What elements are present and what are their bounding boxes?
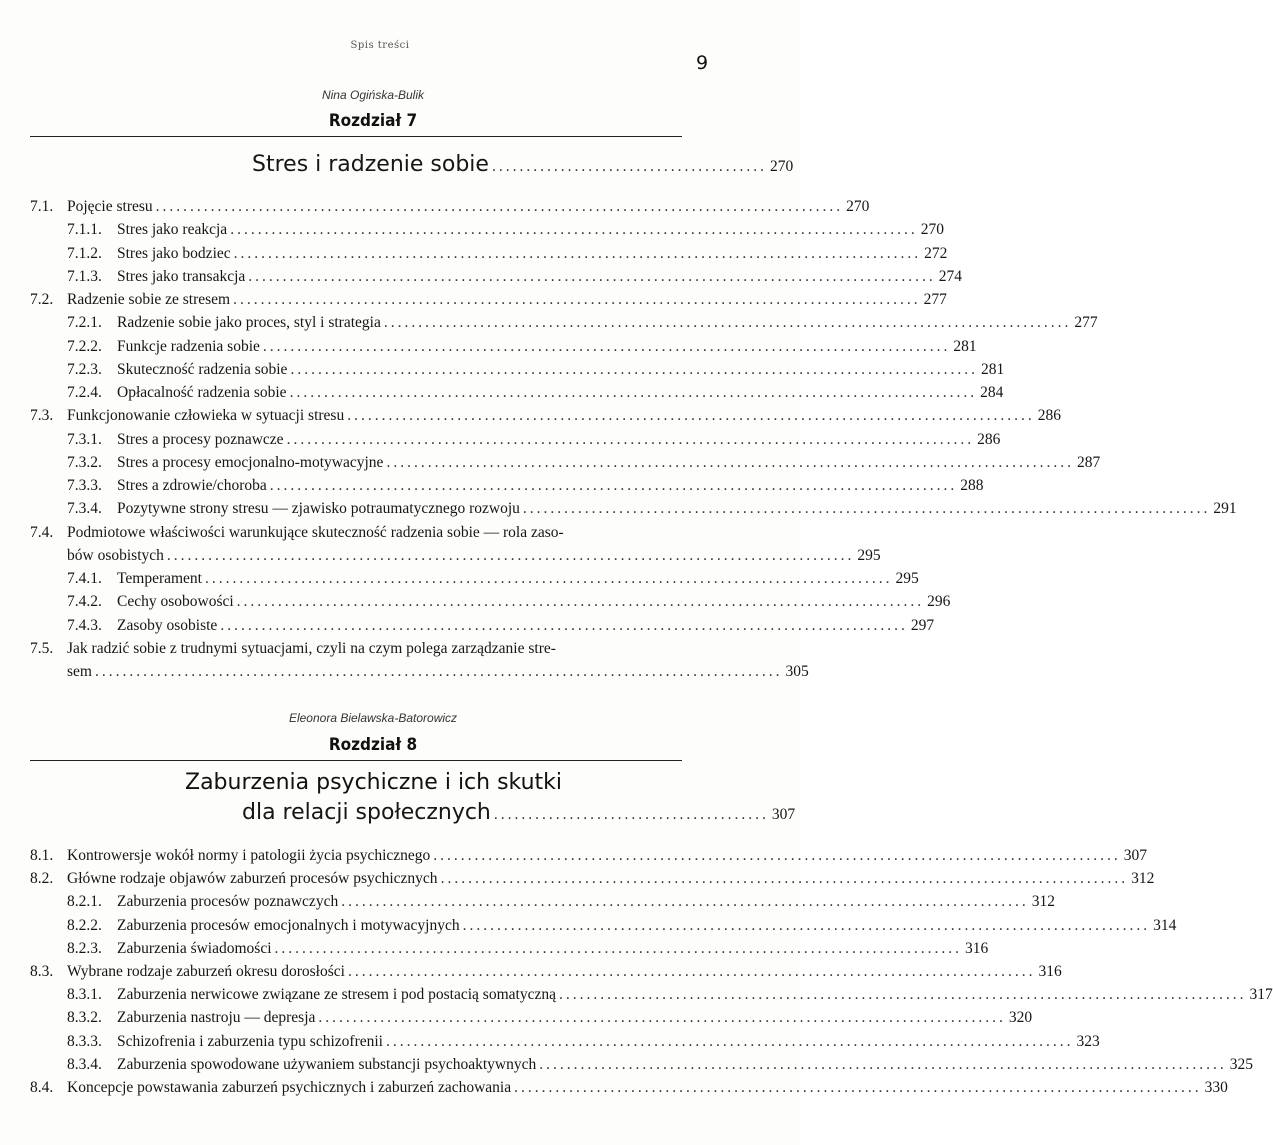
toc-entry[interactable] — [30, 963, 1062, 985]
toc-entry[interactable] — [30, 593, 951, 615]
toc-entry-number: 7.2.1. — [67, 314, 102, 332]
toc-entry-page: 295 — [895, 570, 919, 587]
toc-entry[interactable] — [30, 893, 1055, 915]
toc-entry[interactable] — [30, 986, 1273, 1008]
chapter-7-label: Rozdział 7 — [328, 111, 418, 131]
toc-entry-page: 295 — [857, 546, 881, 564]
toc-entry-page: 317 — [1249, 986, 1273, 1004]
toc-entry-page: 284 — [980, 384, 1004, 401]
toc-entry-number: 7.3.3. — [67, 477, 102, 494]
toc-entry-page: 296 — [927, 593, 951, 611]
toc-entry-title: Opłacalność radzenia sobie — [117, 384, 287, 401]
chapter-7-rule — [30, 136, 682, 137]
toc-entry[interactable] — [30, 360, 1005, 383]
toc-entry-title: bów osobistych — [67, 546, 164, 564]
toc-entry[interactable] — [30, 314, 1098, 336]
toc-entry[interactable] — [30, 1009, 1033, 1031]
leader-dots: .................................................................................................... — [433, 847, 1121, 864]
leader-dots: .................................................................................................... — [522, 500, 1211, 518]
toc-entry-title: Zasoby osobiste — [117, 616, 218, 634]
leader-dots: .................................................................................................... — [539, 1055, 1227, 1073]
toc-entry-page: 316 — [965, 939, 989, 957]
toc-entry-title: Główne rodzaje objawów zaburzeń procesów psychicznych — [67, 870, 438, 888]
leader-dots: .................................................................................................... — [462, 916, 1151, 934]
chapter-7-title: Stres i radzenie sobie — [252, 152, 489, 177]
toc-entry-title: Stres jako bodziec — [117, 244, 231, 262]
toc-entry[interactable] — [30, 640, 714, 662]
toc-entry-page: 307 — [1123, 847, 1148, 864]
toc-entry-page: 286 — [1037, 407, 1061, 425]
toc-entry[interactable] — [30, 870, 1155, 892]
toc-entry-title: Pojęcie stresu — [67, 198, 153, 215]
toc-entry-number: 7.4.1. — [67, 570, 102, 587]
toc-entry-page: 291 — [1213, 500, 1237, 518]
toc-entry-number: 7.5. — [30, 639, 54, 657]
toc-entry-page: 286 — [977, 430, 1001, 448]
toc-entry[interactable] — [30, 1079, 1228, 1101]
toc-entry-title: Stres jako transakcja — [117, 267, 246, 285]
toc-entry[interactable] — [30, 244, 948, 267]
toc-entry-number: 8.1. — [30, 847, 54, 864]
toc-entry[interactable] — [30, 430, 1001, 453]
toc-entry[interactable] — [30, 663, 809, 685]
toc-entry-number: 8.3. — [30, 963, 54, 980]
page-number: 9 — [696, 52, 709, 74]
chapter-7-title-page: 270 — [769, 158, 794, 175]
toc-entry-page: 297 — [910, 616, 935, 634]
toc-entry-page: 316 — [1038, 963, 1062, 980]
toc-entry[interactable] — [30, 337, 977, 360]
toc-entry[interactable] — [30, 453, 1101, 476]
chapter-8-title-line1: Zaburzenia psychiczne i ich skutki — [185, 770, 563, 795]
toc-entry-number: 7.4. — [30, 523, 54, 541]
leader-dots: .................................................................................................... — [514, 1079, 1202, 1096]
toc-entry-number: 7.3. — [30, 407, 54, 425]
toc-entry-number: 7.2.2. — [67, 337, 102, 355]
toc-entry-title: Zaburzenia spowodowane używaniem substancji psychoaktywnych — [117, 1055, 537, 1073]
leader-dots: .................................................................................................... — [230, 221, 918, 239]
toc-entry-number: 8.3.1. — [67, 986, 102, 1004]
toc-entry-number: 7.1. — [30, 198, 54, 215]
toc-entry-title: Temperament — [117, 570, 202, 587]
leader-dots: .................................................................................................... — [233, 291, 921, 308]
toc-entry[interactable] — [30, 221, 944, 243]
toc-entry-page: 274 — [938, 267, 963, 285]
toc-entry-number: 7.2.4. — [67, 384, 102, 401]
leader-dots: .................................................................................................... — [286, 430, 975, 448]
chapter-8-title-row[interactable] — [242, 800, 796, 830]
leader-dots: .................................................................................................... — [233, 244, 922, 262]
leader-dots: .................................................................................................... — [290, 360, 978, 378]
leader-dots: .................................................................................................... — [385, 1032, 1074, 1050]
chapter-7-author: Nina Ogińska-Bulik — [321, 88, 425, 102]
toc-entry[interactable] — [30, 847, 1148, 869]
toc-entry[interactable] — [30, 291, 947, 313]
toc-entry-title: Zaburzenia nerwicowe związane ze stresem i pod postacią somatyczną — [117, 986, 556, 1004]
toc-entry-page: 312 — [1131, 870, 1155, 888]
toc-entry-title: Radzenie sobie jako proces, styl i strategia — [117, 314, 381, 332]
leader-dots: .................................................................................................... — [155, 198, 844, 215]
toc-entry-number: 7.3.1. — [67, 430, 102, 448]
toc-entry-number: 8.3.3. — [67, 1032, 102, 1050]
toc-entry[interactable] — [30, 407, 1061, 429]
toc-entry[interactable] — [30, 546, 881, 569]
toc-entry-page: 270 — [920, 221, 944, 239]
toc-entry-number: 7.1.1. — [67, 221, 102, 239]
leader-dots: ........................................ — [493, 806, 769, 823]
toc-entry-number: 7.4.3. — [67, 616, 102, 634]
toc-entry[interactable] — [30, 500, 1237, 522]
toc-entry[interactable] — [30, 1055, 1253, 1078]
toc-entry[interactable] — [30, 939, 989, 962]
toc-entry-number: 7.3.2. — [67, 453, 102, 471]
toc-entry-page: 320 — [1008, 1009, 1033, 1027]
toc-entry-title: Podmiotowe właściwości warunkujące skuteczność radzenia sobie — rola zaso- — [67, 523, 564, 541]
toc-entry-title: Skuteczność radzenia sobie — [117, 360, 288, 378]
toc-entry[interactable] — [30, 267, 963, 290]
toc-entry[interactable] — [30, 524, 714, 546]
running-header: Spis treści — [350, 40, 410, 51]
toc-entry-title: Radzenie sobie ze stresem — [67, 291, 231, 308]
toc-entry-number: 7.1.3. — [67, 267, 102, 285]
toc-entry-page: 287 — [1076, 453, 1101, 471]
toc-entry[interactable] — [30, 198, 870, 220]
toc-entry-title: Stres a zdrowie/choroba — [117, 477, 267, 494]
leader-dots: .................................................................................................... — [341, 893, 1029, 911]
toc-entry-title: Cechy osobowości — [117, 593, 234, 611]
toc-entry[interactable] — [30, 384, 1004, 406]
toc-entry-title: Wybrane rodzaje zaburzeń okresu dorosłości — [67, 963, 345, 980]
leader-dots: .................................................................................................... — [386, 453, 1074, 471]
toc-entry-page: 305 — [785, 663, 809, 680]
leader-dots: .................................................................................................... — [289, 384, 978, 401]
toc-entry-title: sem — [67, 663, 92, 680]
toc-entry-number: 7.3.4. — [67, 500, 102, 518]
toc-entry-number: 8.2.1. — [67, 893, 102, 911]
leader-dots: .................................................................................................... — [440, 870, 1129, 888]
leader-dots: .................................................................................................... — [166, 546, 855, 564]
toc-entry-page: 272 — [924, 244, 948, 262]
leader-dots: .................................................................................................... — [269, 477, 958, 494]
toc-entry-number: 8.4. — [30, 1079, 54, 1096]
toc-entry[interactable] — [30, 570, 919, 592]
chapter-8-label: Rozdział 8 — [328, 735, 418, 755]
toc-entry[interactable] — [30, 1032, 1100, 1055]
toc-entry-title: Stres a procesy emocjonalno-motywacyjne — [117, 453, 384, 471]
leader-dots: .................................................................................................... — [236, 593, 925, 611]
toc-entry-title: Schizofrenia i zaburzenia typu schizofrenii — [117, 1032, 383, 1050]
leader-dots: .................................................................................................... — [262, 337, 951, 355]
leader-dots: .................................................................................................... — [220, 616, 908, 634]
toc-entry-title: Kontrowersje wokół normy i patologii życia psychicznego — [67, 847, 431, 864]
leader-dots: .................................................................................................... — [318, 1009, 1006, 1027]
leader-dots: .................................................................................................... — [383, 314, 1072, 332]
leader-dots: ........................................ — [491, 158, 767, 175]
toc-entry-title: Koncepcje powstawania zaburzeń psychicznych i zaburzeń zachowania — [67, 1079, 512, 1096]
toc-entry-page: 288 — [960, 477, 984, 494]
toc-entry-number: 8.3.2. — [67, 1009, 102, 1027]
toc-entry-title: Pozytywne strony stresu — zjawisko potraumatycznego rozwoju — [117, 500, 520, 518]
toc-entry-page: 314 — [1153, 916, 1177, 934]
toc-entry-number: 8.2.3. — [67, 939, 102, 957]
toc-entry-title: Zaburzenia procesów emocjonalnych i motywacyjnych — [117, 916, 460, 934]
toc-entry-number: 8.3.4. — [67, 1055, 102, 1073]
leader-dots: .................................................................................................... — [347, 407, 1035, 425]
toc-entry[interactable] — [30, 916, 1177, 939]
toc-entry-title: Funkcjonowanie człowieka w sytuacji stresu — [67, 407, 345, 425]
chapter-8-title-page: 307 — [771, 806, 796, 823]
toc-entry-number: 7.2. — [30, 291, 54, 308]
toc-entry-title: Zaburzenia procesów poznawczych — [117, 893, 339, 911]
toc-entry-page: 277 — [1074, 314, 1098, 332]
chapter-8-rule — [30, 760, 682, 761]
leader-dots: .................................................................................................... — [205, 570, 893, 587]
toc-entry-title: Zaburzenia nastroju — depresja — [117, 1009, 316, 1027]
toc-entry-number: 7.1.2. — [67, 244, 102, 262]
toc-entry-number: 8.2.2. — [67, 916, 102, 934]
leader-dots: .................................................................................................... — [558, 986, 1247, 1004]
leader-dots: .................................................................................................... — [94, 663, 783, 680]
leader-dots: .................................................................................................... — [248, 267, 936, 285]
toc-entry-page: 277 — [923, 291, 947, 308]
toc-entry-page: 281 — [980, 360, 1005, 378]
toc-entry-page: 325 — [1229, 1055, 1253, 1073]
toc-entry-page: 270 — [846, 198, 870, 215]
toc-entry-page: 281 — [953, 337, 977, 355]
toc-entry-title: Stres jako reakcja — [117, 221, 228, 239]
toc-entry-number: 7.4.2. — [67, 593, 102, 611]
leader-dots: .................................................................................................... — [274, 939, 963, 957]
toc-entry-title: Stres a procesy poznawcze — [117, 430, 284, 448]
toc-entry-number: 8.2. — [30, 870, 54, 888]
toc-entry[interactable] — [30, 616, 935, 639]
toc-entry-title: Zaburzenia świadomości — [117, 939, 272, 957]
toc-entry-title: Funkcje radzenia sobie — [117, 337, 260, 355]
toc-entry[interactable] — [30, 477, 984, 499]
toc-entry-number: 7.2.3. — [67, 360, 102, 378]
toc-entry-page: 323 — [1076, 1032, 1100, 1050]
toc-entry-title: Jak radzić sobie z trudnymi sytuacjami, czyli na czym polega zarządzanie stre- — [67, 639, 556, 657]
leader-dots: .................................................................................................... — [347, 963, 1036, 980]
chapter-8-title-line2: dla relacji społecznych — [242, 800, 491, 825]
toc-entry-page: 312 — [1031, 893, 1055, 911]
chapter-8-author: Eleonora Bielawska-Batorowicz — [288, 711, 458, 725]
chapter-7-title-row[interactable] — [252, 152, 794, 182]
toc-entry-page: 330 — [1204, 1079, 1228, 1096]
